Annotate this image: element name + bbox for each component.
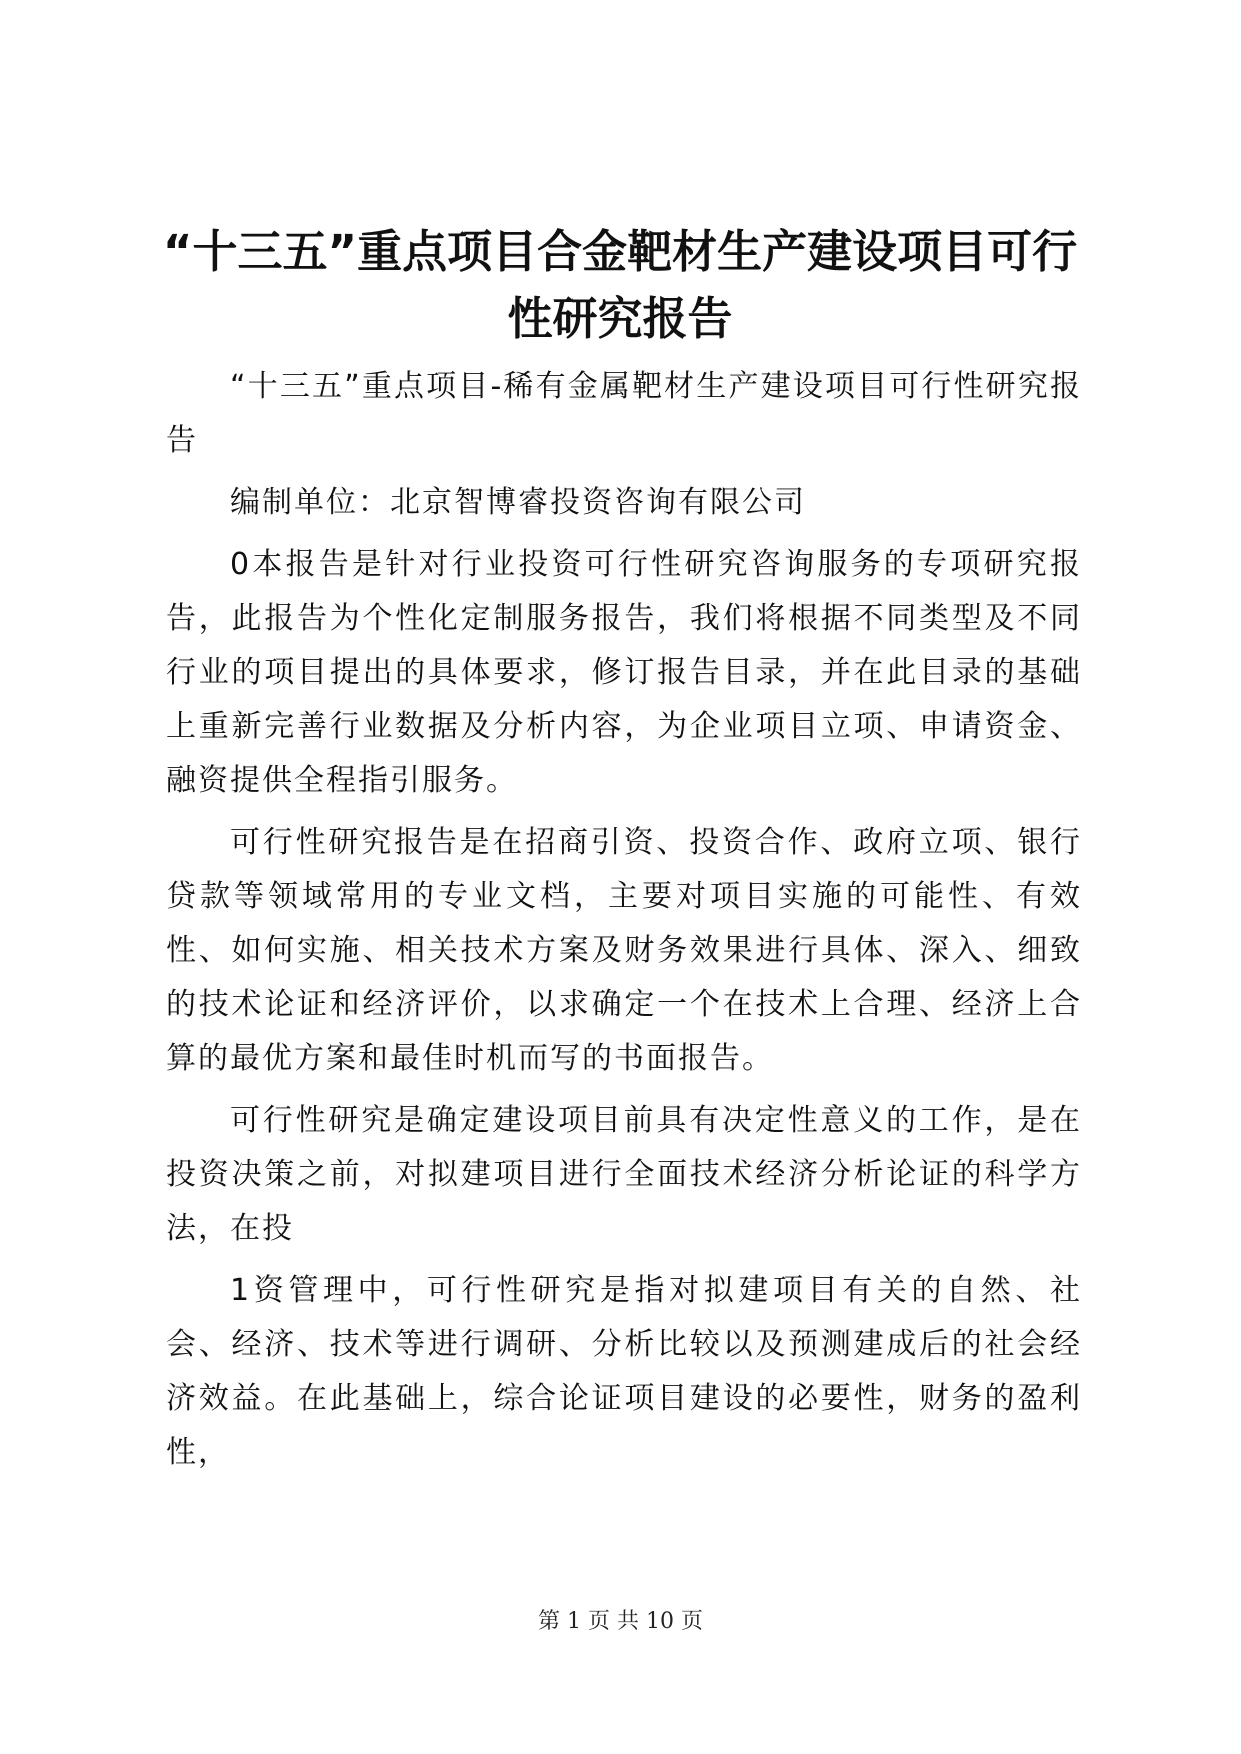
paragraph-compiler: 编制单位：北京智博睿投资咨询有限公司 [230, 485, 806, 520]
paragraph-intro: 0本报告是针对行业投资可行性研究咨询服务的专项研究报告，此报告为个性化定制服务报告，我们将根据不同类型及不同行业的项目提出的具体要求，修订报告目录，并在此目录的基础上重新完善行业数据及分析内容，为企业项目立项、申请资金、融资提供全程指引服务。 [166, 547, 1082, 798]
paragraph-significance: 可行性研究是确定建设项目前具有决定性意义的工作，是在投资决策之前，对拟建项目进行全面技术经济分析论证的科学方法，在投 [166, 1103, 1082, 1246]
paragraph-management: 1资管理中，可行性研究是指对拟建项目有关的自然、社会、经济、技术等进行调研、分析比较以及预测建成后的社会经济效益。在此基础上，综合论证项目建设的必要性，财务的盈利性， [166, 1273, 1082, 1470]
page-footer: 第 1 页 共 10 页 [538, 1609, 703, 1634]
paragraph-subtitle: “十三五”重点项目-稀有金属靶材生产建设项目可行性研究报告 [166, 369, 1082, 458]
document-body [166, 360, 1082, 1488]
paragraph-definition: 可行性研究报告是在招商引资、投资合作、政府立项、银行贷款等领域常用的专业文档，主要对项目实施的可能性、有效性、如何实施、相关技术方案及财务效果进行具体、深入、细致的技术论证和经济评价，以求确定一个在技术上合理、经济上合算的最优方案和最佳时机而写的书面报告。 [166, 825, 1082, 1076]
document-title: “十三五”重点项目合金靶材生产建设项目可行性研究报告 [162, 225, 1078, 345]
